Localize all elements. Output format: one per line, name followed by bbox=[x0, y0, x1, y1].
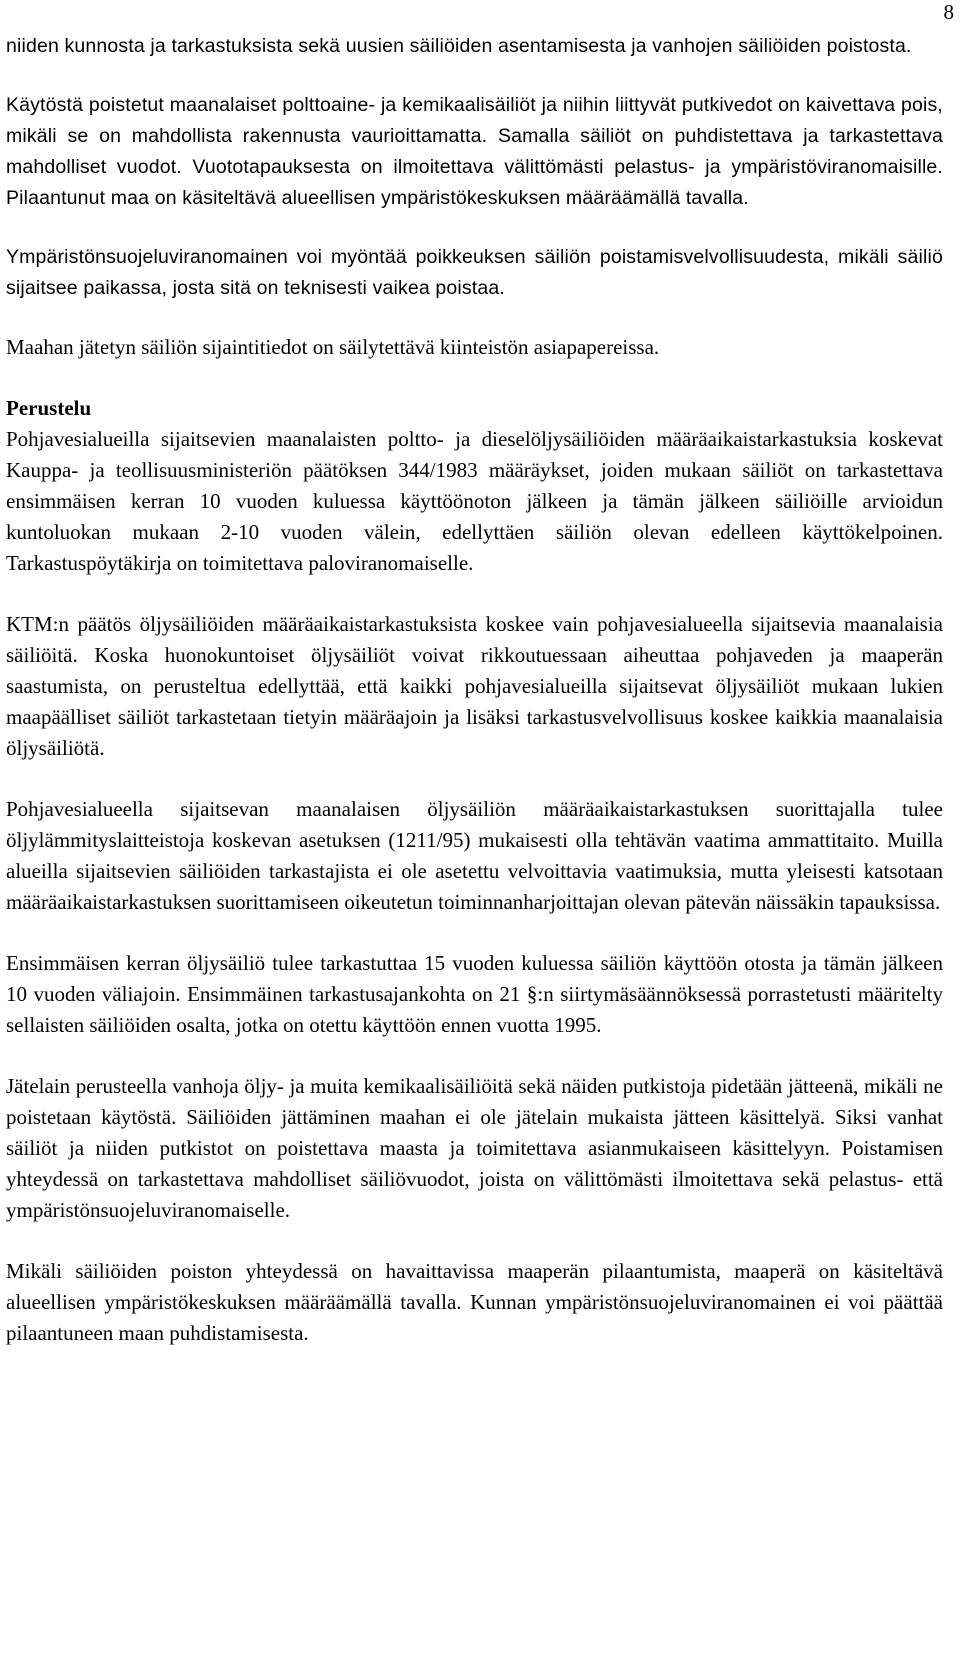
paragraph-spacer bbox=[6, 1226, 943, 1256]
paragraph-location-records: Maahan jätetyn säiliön sijaintitiedot on säilytettävä kiinteistön asiapapereissa. bbox=[6, 335, 660, 359]
paragraph-inspector-qualifications: Pohjavesialueella sijaitsevan maanalaisen öljysäiliön määräaikaistarkastuksen suorittajalla tulee öljylämmityslaitteistoja koskevan asetuksen (1211/95) mukaisesti olla tehtävän vaatima ammattitaito. Muilla alueilla sijaitsevien säiliöiden tarkastajista ei ole asetettu velvoittavia vaatimuksia, mutta yleisesti katsotaan määräaikaistarkastuksen suorittamiseen oikeutetun toiminnanharjoittajan olevan pätevän näissäkin tapauksissa. bbox=[6, 797, 943, 914]
paragraph-spacer bbox=[6, 764, 943, 794]
paragraph-contaminated-soil: Mikäli säiliöiden poiston yhteydessä on havaittavissa maaperän pilaantumista, maaperä on käsiteltävä alueellisen ympäristökeskuksen määräämällä tavalla. Kunnan ympäristönsuojeluviranomainen ei voi päättää pilaantuneen maan puhdistamisesta. bbox=[6, 1259, 943, 1345]
paragraph-spacer bbox=[6, 363, 943, 393]
paragraph-spacer bbox=[6, 62, 943, 90]
paragraph-inspection-rules: Pohjavesialueilla sijaitsevien maanalaisten poltto- ja dieselöljysäiliöiden määräaikaistarkastuksia koskevat Kauppa- ja teollisuusministeriön päätöksen 344/1983 määräykset, joiden mukaan säiliöt on tarkastettava ensimmäisen kerran 10 vuoden kuluessa käyttöönoton jälkeen ja tämän jälkeen säiliöille arvioidun kuntoluokan mukaan 2-10 vuoden välein, edellyttäen säiliön olevan edelleen käyttökelpoinen. Tarkastuspöytäkirja on toimitettava paloviranomaiselle. bbox=[6, 427, 943, 575]
paragraph-spacer bbox=[6, 304, 943, 332]
paragraph-exemption: Ympäristönsuojeluviranomainen voi myöntää poikkeuksen säiliön poistamisvelvollisuudesta, mikäli säiliö sijaitsee paikassa, josta sitä on teknisesti vaikea poistaa. bbox=[6, 246, 943, 299]
paragraph-decommissioned-tanks: Käytöstä poistetut maanalaiset polttoaine- ja kemikaalisäiliöt ja niihin liittyvät putkivedot on kaivettava pois, mikäli se on mahdollista rakennusta vaurioittamatta. Samalla säiliöt on puhdistettava ja tarkastettava mahdolliset vuodot. Vuototapauksesta on ilmoitettava välittömästi pelastus- ja ympäristöviranomaisille. Pilaantunut maa on käsiteltävä alueellisen ympäristökeskuksen määräämällä tavalla. bbox=[6, 94, 943, 209]
paragraph-ktm-decision: KTM:n päätös öljysäiliöiden määräaikaistarkastuksista koskee vain pohjavesialueella sijaitsevia maanalaisia säiliöitä. Koska huonokuntoiset öljysäiliöt voivat rikkoutuessaan aiheuttaa pohjaveden ja maaperän saastumista, on perusteltua edellyttää, että kaikki pohjavesialueilla sijaitsevat öljysäiliöt mukaan lukien maapäälliset säiliöt tarkastetaan tietyin määräajoin ja lisäksi tarkastusvelvollisuus koskee kaikkia maanalaisia öljysäiliötä. bbox=[6, 612, 943, 760]
paragraph-spacer bbox=[6, 918, 943, 948]
paragraph-spacer bbox=[6, 579, 943, 609]
paragraph-spacer bbox=[6, 214, 943, 242]
page-number: 8 bbox=[943, 0, 954, 24]
section-heading-perustelu: Perustelu bbox=[6, 396, 92, 420]
paragraph-inspection-schedule: Ensimmäisen kerran öljysäiliö tulee tarkastuttaa 15 vuoden kuluessa säiliön käyttöön otosta ja tämän jälkeen 10 vuoden väliajoin. Ensimmäinen tarkastusajankohta on 21 §:n siirtymäsäännöksessä porrastetusti määritelty sellaisten säiliöiden osalta, jotka on otettu käyttöön ennen vuotta 1995. bbox=[6, 951, 943, 1037]
document-body bbox=[6, 31, 943, 1349]
paragraph-tank-removal-continuation: niiden kunnosta ja tarkastuksista sekä uusien säiliöiden asentamisesta ja vanhojen säiliöiden poistosta. bbox=[6, 35, 912, 57]
paragraph-spacer bbox=[6, 1041, 943, 1071]
paragraph-waste-law: Jätelain perusteella vanhoja öljy- ja muita kemikaalisäiliöitä sekä näiden putkistoja pidetään jätteenä, mikäli ne poistetaan käytöstä. Säiliöiden jättäminen maahan ei ole jätelain mukaista jätteen käsittelyä. Siksi vanhat säiliöt ja niiden putkistot on poistettava maasta ja toimitettava asianmukaiseen käsittelyyn. Poistamisen yhteydessä on tarkastettava mahdolliset säiliövuodot, joista on välittömästi ilmoitettava sekä pelastus- että ympäristönsuojeluviranomaiselle. bbox=[6, 1074, 943, 1222]
